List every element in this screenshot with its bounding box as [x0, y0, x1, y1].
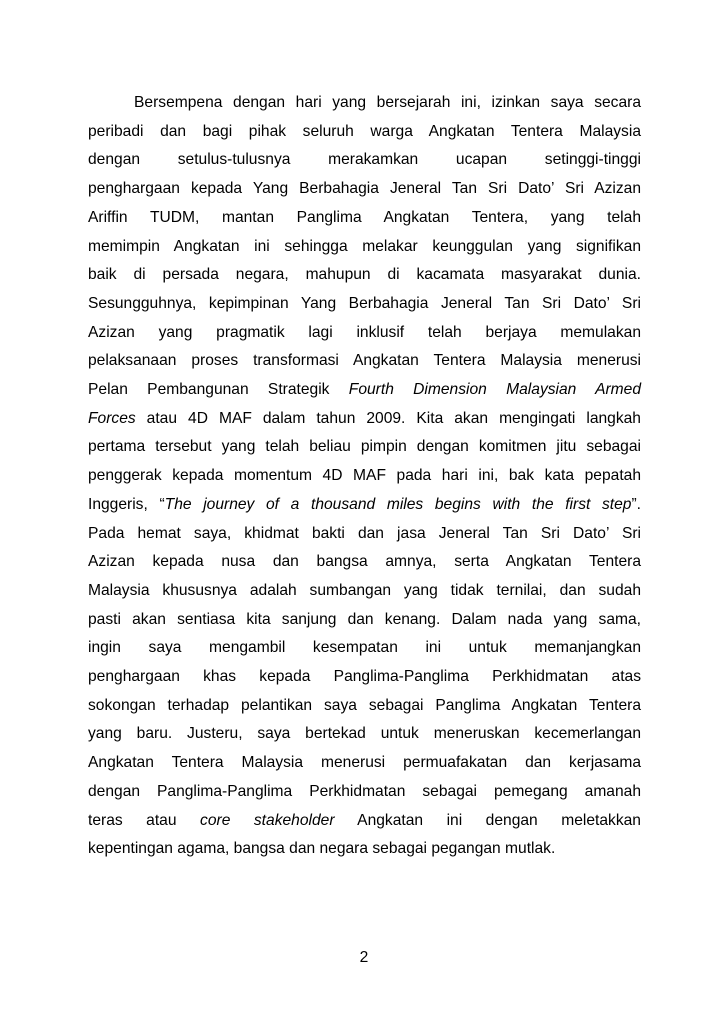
paragraph-line: baik di persada negara, mahupun di kacamata masyarakat dunia.: [88, 266, 641, 284]
paragraph-line: Pada hemat saya, khidmat bakti dan jasa Jeneral Tan Sri Dato’ Sri: [88, 524, 641, 542]
paragraph-line: Azizan kepada nusa dan bangsa amnya, serta Angkatan Tentera: [88, 553, 641, 571]
paragraph-line: [88, 405, 641, 434]
line-text: Inggeris, “: [88, 495, 165, 513]
paragraph-line: penggerak kepada momentum 4D MAF pada hari ini, bak kata pepatah: [88, 467, 641, 485]
paragraph-line: ingin saya mengambil kesempatan ini untuk memanjangkan: [88, 639, 641, 657]
paragraph-last-line: kepentingan agama, bangsa dan negara sebagai pegangan mutlak.: [88, 840, 556, 858]
paragraph-line: penghargaan kepada Yang Berbahagia Jeneral Tan Sri Dato’ Sri Azizan: [88, 180, 641, 198]
body-paragraph: [88, 89, 641, 864]
line-text: atau 4D MAF dalam tahun 2009. Kita akan mengingati langkah: [146, 409, 641, 427]
paragraph-line: Azizan yang pragmatik lagi inklusif telah berjaya memulakan: [88, 323, 641, 341]
paragraph-line: yang baru. Justeru, saya bertekad untuk meneruskan kecemerlangan: [88, 725, 641, 743]
line-text: Pelan Pembangunan Strategik: [88, 381, 330, 399]
line-text: teras atau: [88, 811, 177, 829]
italic-quote: The journey of a thousand miles begins with the first step: [164, 495, 632, 513]
paragraph-line: pasti akan sentiasa kita sanjung dan kenang. Dalam nada yang sama,: [88, 610, 641, 628]
paragraph-line: Angkatan Tentera Malaysia menerusi permuafakatan dan kerjasama: [88, 754, 641, 772]
paragraph-line: sokongan terhadap pelantikan saya sebagai Panglima Angkatan Tentera: [88, 696, 641, 714]
page-number: 2: [359, 949, 369, 966]
italic-phrase: Forces: [88, 409, 136, 427]
paragraph-line: peribadi dan bagi pihak seluruh warga Angkatan Tentera Malaysia: [88, 122, 641, 140]
paragraph-line: Malaysia khususnya adalah sumbangan yang tidak ternilai, dan sudah: [88, 581, 641, 599]
paragraph-line: [88, 807, 641, 836]
line-text: ”.: [631, 495, 641, 513]
line-text: Angkatan ini dengan meletakkan: [357, 811, 641, 829]
italic-phrase: core stakeholder: [200, 811, 335, 829]
italic-phrase: Fourth Dimension Malaysian Armed: [348, 381, 641, 399]
paragraph-line: penghargaan khas kepada Panglima-Panglima Perkhidmatan atas: [88, 668, 641, 686]
paragraph-line: dengan setulus-tulusnya merakamkan ucapan setinggi-tinggi: [88, 151, 641, 169]
paragraph-line: Sesungguhnya, kepimpinan Yang Berbahagia Jeneral Tan Sri Dato’ Sri: [88, 294, 641, 312]
paragraph-line: pertama tersebut yang telah beliau pimpin dengan komitmen jitu sebagai: [88, 438, 641, 456]
paragraph-line: [88, 376, 641, 405]
paragraph-line: pelaksanaan proses transformasi Angkatan Tentera Malaysia menerusi: [88, 352, 641, 370]
paragraph-line: Ariffin TUDM, mantan Panglima Angkatan Tentera, yang telah: [88, 208, 641, 226]
paragraph-line: dengan Panglima-Panglima Perkhidmatan sebagai pemegang amanah: [88, 782, 641, 800]
paragraph-line: [88, 491, 641, 520]
paragraph-line: Bersempena dengan hari yang bersejarah ini, izinkan saya secara: [134, 94, 641, 111]
paragraph-line: memimpin Angkatan ini sehingga melakar keunggulan yang signifikan: [88, 237, 641, 255]
